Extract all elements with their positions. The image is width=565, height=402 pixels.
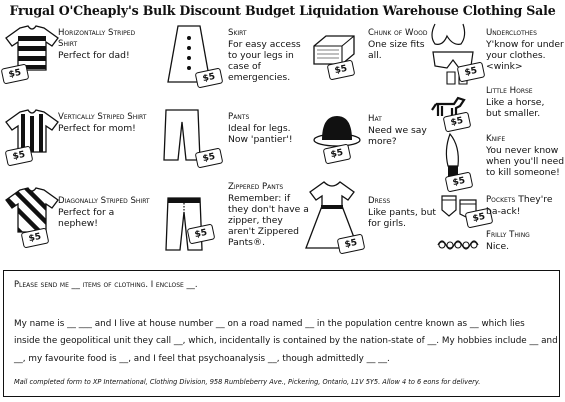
item-vertical-shirt (58, 112, 154, 134)
item-name: Chunk of Wood (368, 28, 428, 38)
item-name: Knife (486, 134, 506, 144)
form-header: Please send me __ items of clothing. I enclose __. (14, 279, 198, 289)
item-name: Hat (368, 114, 382, 124)
item-desc: Like a horse, but smaller. (486, 97, 545, 119)
item-desc: Y'know for under your clothes. <wink> (486, 39, 564, 72)
item-name: Zippered Pants (228, 182, 284, 192)
price-tag: $5 (445, 171, 474, 192)
item-desc: Perfect for dad! (58, 50, 130, 61)
price-tag: $5 (5, 145, 34, 166)
item-desc: They're ba-ack! (486, 194, 553, 217)
item-hat (368, 114, 430, 147)
frilly-thing-illustration (436, 236, 482, 254)
form-line-3[interactable]: __, my favourite food is __, and I feel that psychoanalysis __, though admittedly __ __. (14, 354, 390, 364)
form-line-1[interactable]: My name is __ ___ and I live at house number __ on a road named __ in the population centre known as __ which lies (14, 319, 525, 329)
item-name: Frilly Thing (486, 230, 530, 240)
price-tag: $5 (21, 227, 50, 248)
price-tag: $5 (443, 111, 472, 132)
item-name: Pockets (486, 195, 516, 205)
hat-illustration (312, 110, 362, 150)
order-form[interactable] (3, 270, 560, 397)
item-pockets (486, 194, 564, 217)
price-tag: $5 (195, 147, 224, 168)
horizontal-striped-shirt-illustration (4, 24, 60, 72)
item-name: Skirt (228, 28, 247, 38)
price-tag: $5 (327, 59, 356, 80)
price-tag: $5 (337, 233, 366, 254)
item-desc: One size fits all. (368, 39, 425, 61)
price-tag: $5 (457, 61, 486, 82)
item-desc: Perfect for a nephew! (58, 207, 115, 229)
item-diagonal-shirt (58, 196, 154, 229)
page-title: Frugal O'Cheaply's Bulk Discount Budget Liquidation Warehouse Clothing Sale (9, 3, 556, 18)
item-name: Underclothes (486, 28, 537, 38)
price-tag: $5 (187, 223, 216, 244)
item-desc: You never know when you'll need to kill someone! (486, 145, 565, 178)
item-name: Vertically Striped Shirt (58, 112, 147, 122)
diagonal-striped-shirt-illustration (4, 186, 60, 234)
form-footer: Mail completed form to XP International, Clothing Division, 958 Rumbleberry Ave., Pickering, Ontario, L1V 5Y5. Allow 4 to 6 eons for delivery. (14, 378, 481, 386)
item-desc: Remember: if they don't have a zipper, they aren't Zippered Pants®. (228, 193, 309, 248)
price-tag: $5 (323, 143, 352, 164)
item-desc: For easy access to your legs in case of emergencies. (228, 39, 301, 83)
price-tag: $5 (465, 207, 494, 228)
item-name: Diagonally Striped Shirt (58, 196, 150, 206)
item-name: Pants (228, 112, 250, 122)
price-tag: $5 (195, 67, 224, 88)
item-pants (228, 112, 312, 145)
item-knife (486, 134, 565, 178)
item-desc: Nice. (486, 241, 510, 252)
vertical-striped-shirt-illustration (4, 108, 60, 154)
item-desc: Like pants, but for girls. (368, 207, 437, 229)
item-skirt (228, 28, 308, 83)
price-tag: $5 (1, 63, 30, 84)
item-name: Little Horse (486, 86, 533, 96)
form-line-2[interactable]: inside the geopolitical unit they call __, which, incidentally is contained by the nation-state of __. My hobbies include __ and (14, 336, 558, 346)
item-name: Horizontally Striped Shirt (58, 28, 136, 49)
item-zippered-pants (228, 182, 310, 248)
item-wood (368, 28, 430, 61)
item-little-horse (486, 86, 562, 119)
zippered-pants-illustration (164, 196, 204, 252)
item-horizontal-shirt (58, 28, 154, 61)
item-desc: Ideal for legs. Now 'pantier'! (228, 123, 293, 145)
item-desc: Need we say more? (368, 125, 427, 147)
item-name: Dress (368, 196, 391, 206)
item-desc: Perfect for mom! (58, 123, 136, 134)
item-underclothes (486, 28, 564, 72)
item-dress (368, 196, 442, 229)
item-frilly-thing (486, 230, 564, 252)
